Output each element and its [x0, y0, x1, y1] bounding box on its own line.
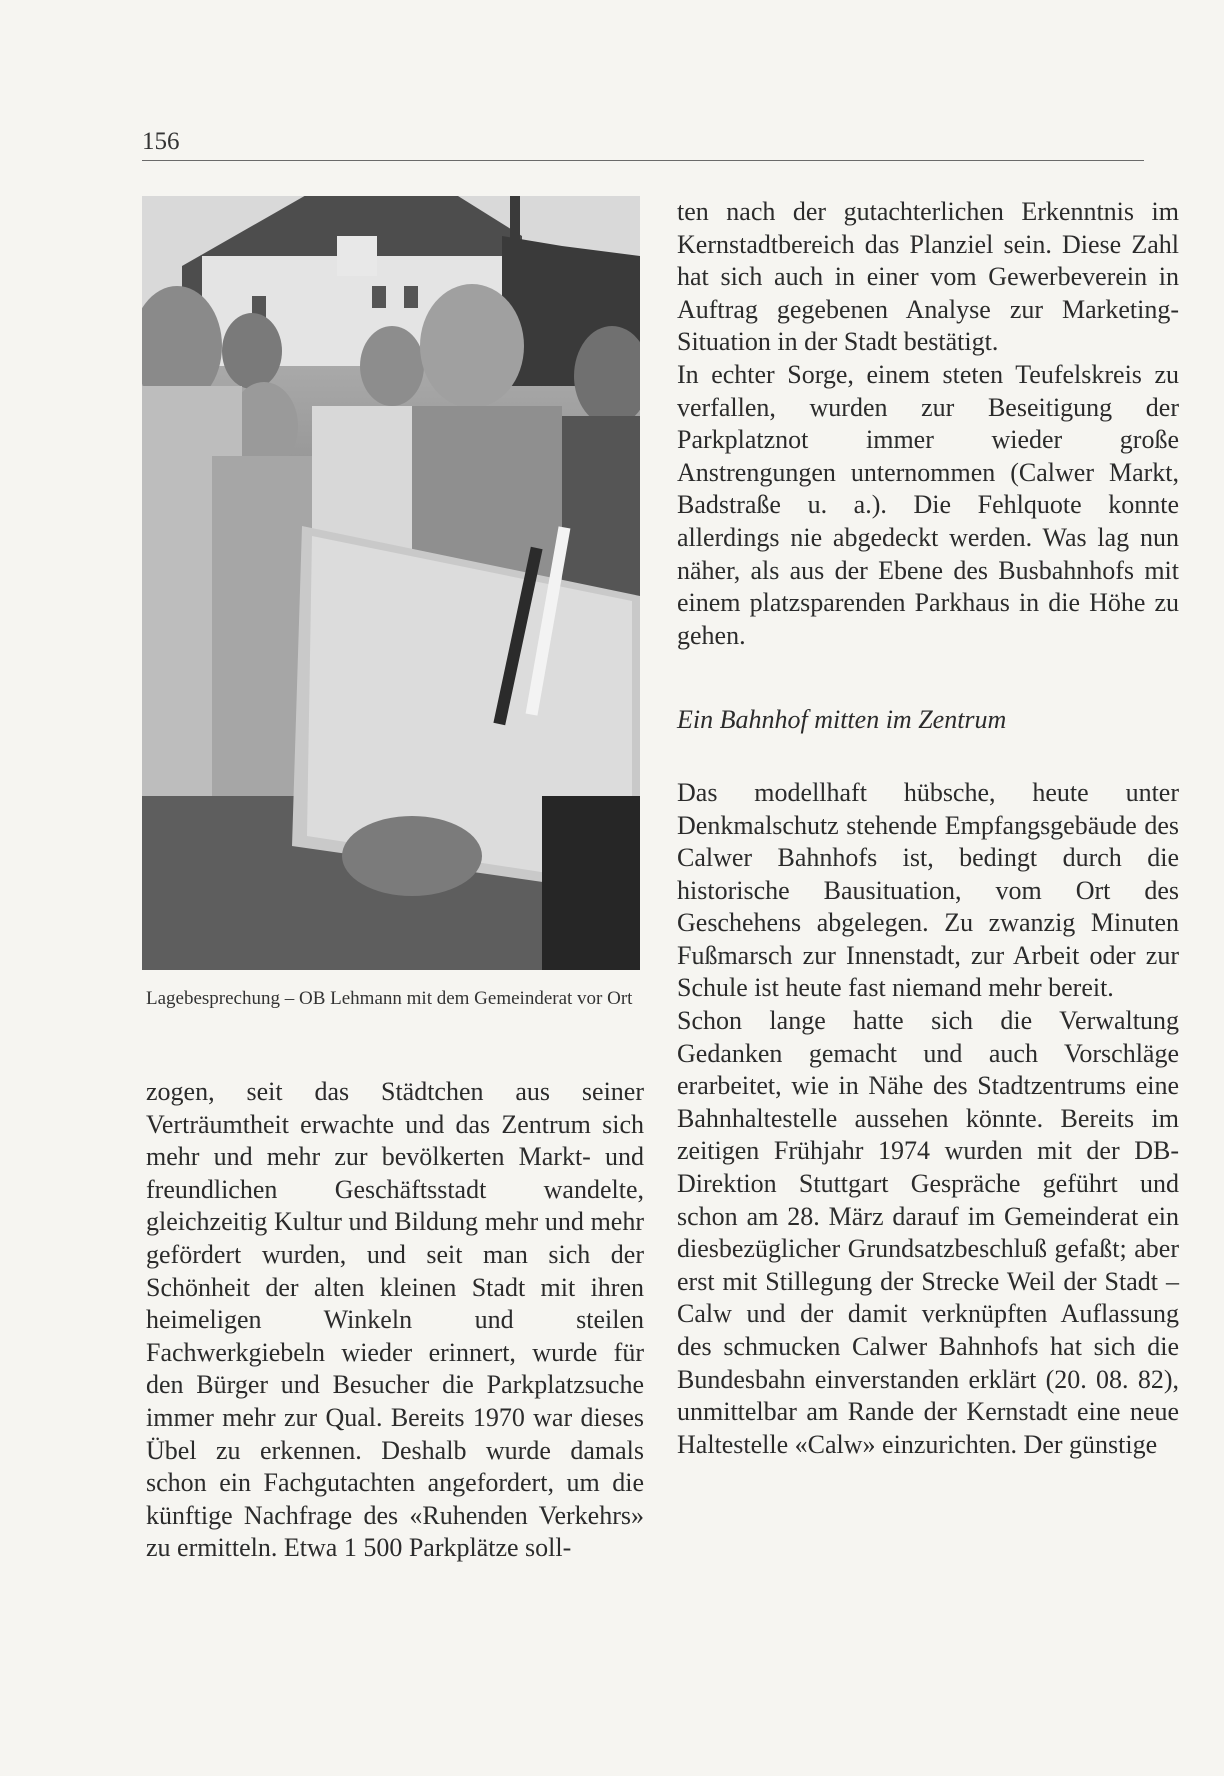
paragraph-1: ten nach der gutachterlichen Erkenntnis im Kernstadtbereich das Planziel sein. Diese Zahl hat sich auch in einer vom Gewerbeverein in Auftrag gegebenen Analyse zur Marketing-Situation in der Stadt bestätigt.	[677, 197, 1179, 357]
photo	[142, 196, 640, 970]
left-column-text: zogen, seit das Städtchen aus seiner Verträumtheit erwachte und das Zentrum sich mehr und mehr zur bevölkerten Markt- und freundlichen Geschäftsstadt wandelte, gleichzeitig Kultur und Bildung mehr und mehr gefördert wurden, und seit man sich der Schönheit der alten kleinen Stadt mit ihren heimeligen Winkeln und steilen Fachwerkgiebeln wieder erinnert, wurde für den Bürger und Besucher die Parkplatzsuche immer mehr zur Qual. Bereits 1970 war dieses Übel zu erkennen. Deshalb wurde damals schon ein Fachgutachten angefordert, um die künftige Nachfrage des «Ruhenden Verkehrs» zu ermitteln. Etwa 1 500 Parkplätze soll-	[146, 1077, 644, 1563]
photo-caption: Lagebesprechung – OB Lehmann mit dem Gemeinderat vor Ort	[146, 988, 633, 1009]
paragraph-3: Das modellhaft hübsche, heute unter Denkmalschutz stehende Empfangsgebäude des Calwer Bahnhofs ist, bedingt durch die historische Bausituation, vom Ort des Geschehens abgelegen. Zu zwanzig Minuten Fußmarsch zur Innenstadt, zur Arbeit oder zur Schule ist heute fast niemand mehr bereit.	[677, 777, 1179, 1003]
left-column	[146, 1076, 644, 1565]
header-rule	[142, 160, 1144, 161]
section-subheading: Ein Bahnhof mitten im Zentrum	[677, 705, 1007, 735]
paragraph-4: Schon lange hatte sich die Verwaltung Gedanken gemacht und auch Vorschläge erarbeitet, wie in Nähe des Stadtzentrums eine Bahnhaltestelle aussehen könnte. Bereits im zeitigen Frühjahr 1974 wurden mit der DB-Direktion Stuttgart Gespräche geführt und schon am 28. März darauf im Gemeinderat ein diesbezüglicher Grundsatzbeschluß gefaßt; aber erst mit Stillegung der Strecke Weil der Stadt – Calw und der damit verknüpften Auflassung des schmucken Calwer Bahnhofs hat sich die Bundesbahn einverstanden erklärt (20. 08. 82), unmittelbar am Rande der Kernstadt eine neue Haltestelle «Calw» einzurichten. Der günstige	[677, 1006, 1179, 1459]
page-number: 156	[142, 128, 180, 155]
right-column	[677, 196, 1179, 1461]
paragraph-2: In echter Sorge, einem steten Teufelskreis zu verfallen, wurden zur Beseitigung der Parkplatznot immer wieder große Anstrengungen unternommen (Calwer Markt, Badstraße u. a.). Die Fehlquote konnte allerdings nie abgedeckt werden. Was lag nun näher, als aus der Ebene des Busbahnhofs mit einem platzsparenden Parkhaus in die Höhe zu gehen.	[677, 359, 1179, 650]
